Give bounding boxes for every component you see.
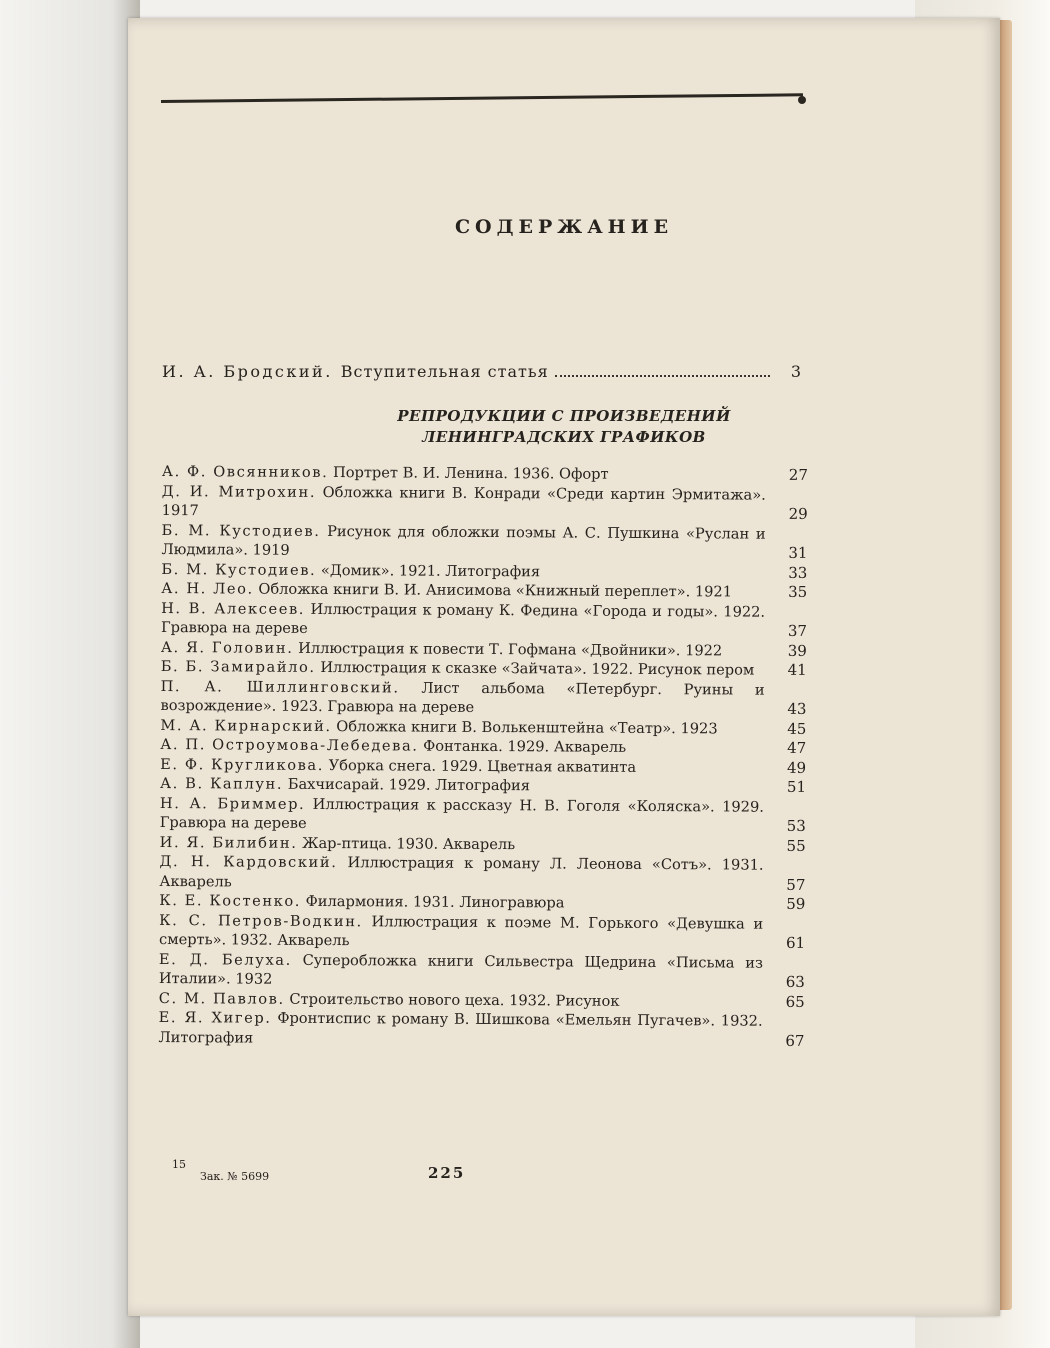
entry-page: 47 xyxy=(787,738,807,757)
entry-author: Д. И. Митрохин. xyxy=(161,482,317,501)
entry-page: 43 xyxy=(787,699,807,718)
intro-entry xyxy=(162,362,802,381)
entry-text: Филармония. 1931. Линогравюра xyxy=(305,892,565,912)
list-item xyxy=(162,481,808,524)
entry-author: Б. М. Кустодиев. xyxy=(161,521,321,540)
page-title: СОДЕРЖАНИЕ xyxy=(454,216,674,238)
entry-page: 57 xyxy=(786,875,806,894)
entry-author: К. С. Петров-Водкин. xyxy=(159,911,363,930)
entry-author: К. Е. Костенко. xyxy=(159,891,302,910)
entry-author: А. Н. Лео. xyxy=(161,579,254,598)
entry-text: Иллюстрация к повести Т. Гофмана «Двойники». 1922 xyxy=(298,639,723,659)
section-heading-line: РЕПРОДУКЦИИ С ПРОИЗВЕДЕНИЙ xyxy=(397,407,731,425)
entry-page: 67 xyxy=(785,1031,805,1050)
entry-page: 37 xyxy=(787,621,808,640)
entry-author: А. В. Каплун. xyxy=(159,774,284,793)
entry-page: 51 xyxy=(786,777,807,796)
entry-page: 45 xyxy=(787,719,807,738)
entry-author: А. Я. Головин. xyxy=(160,638,294,657)
entry-page: 27 xyxy=(788,465,808,484)
entry-author: Н. В. Алексеев. xyxy=(161,599,306,618)
entry-author: Е. Д. Белуха. xyxy=(158,950,292,969)
entry-page: 63 xyxy=(785,972,805,991)
entry-text: Фонтанка. 1929. Акварель xyxy=(423,737,627,756)
entry-text: Иллюстрация к поэме М. Горького «Девушка и смерть». 1932. Акварель xyxy=(159,912,764,950)
entry-text: Портрет В. И. Ленина. 1936. Офорт xyxy=(332,464,609,483)
entry-page: 49 xyxy=(786,758,807,777)
entry-page: 39 xyxy=(787,641,807,660)
entry-author: И. А. Бродский. xyxy=(162,362,333,381)
top-rule-end xyxy=(798,96,806,104)
entry-author: С. М. Павлов. xyxy=(158,989,285,1008)
entry-text: Бахчисарай. 1929. Литография xyxy=(287,775,530,795)
list-item xyxy=(161,598,807,641)
list-item xyxy=(159,852,805,895)
entry-text: Иллюстрация к роману Л. Леонова «Сотъ». 1931. Акварель xyxy=(159,854,764,890)
entry-page: 65 xyxy=(785,992,805,1011)
entry-text: Иллюстрация к сказке «Зайчата». 1922. Рисунок пером xyxy=(320,658,755,679)
entry-author: А. Ф. Овсянников. xyxy=(161,462,329,482)
section-heading-line: ЛЕНИНГРАДСКИХ ГРАФИКОВ xyxy=(422,428,706,446)
list-item xyxy=(161,520,807,563)
entry-author: Б. М. Кустодиев. xyxy=(161,560,317,579)
entry-page: 53 xyxy=(786,816,806,835)
entry-author: Д. Н. Кардовский. xyxy=(159,852,338,872)
entry-page: 33 xyxy=(788,563,808,582)
dot-leader xyxy=(555,375,770,377)
entry-text: Уборка снега. 1929. Цветная акватинта xyxy=(328,756,637,776)
list-item xyxy=(160,676,806,719)
list-item xyxy=(158,1008,804,1051)
entry-text: Суперобложка книги Сильвестра Щедрина «Письма из Италии». 1932 xyxy=(158,951,764,988)
entry-text: Строительство нового цеха. 1932. Рисунок xyxy=(289,990,620,1010)
entry-text: Жар-птица. 1930. Акварель xyxy=(302,834,516,853)
entry-author: П. А. Шиллинговский. xyxy=(160,677,400,696)
entry-author: Е. Я. Хигер. xyxy=(158,1008,272,1027)
contents-list xyxy=(158,462,808,1051)
list-item xyxy=(160,793,806,836)
list-item xyxy=(159,910,805,953)
entry-page: 29 xyxy=(788,504,808,523)
entry-page: 55 xyxy=(786,836,806,855)
page-footer xyxy=(128,1158,1000,1198)
entry-text: Обложка книги В. Волькенштейна «Театр». 1923 xyxy=(336,717,718,737)
entry-page: 41 xyxy=(787,660,807,679)
entry-text: Фронтиспис к роману В. Шишкова «Емельян Пугачев». 1932. Литография xyxy=(158,1009,763,1047)
entry-text: Обложка книги В. Конради «Среди картин Эрмитажа». 1917 xyxy=(161,483,766,520)
entry-author: А. П. Остроумова-Лебедева. xyxy=(160,735,419,755)
print-order-number: Зак. № 5699 xyxy=(200,1170,270,1183)
section-heading xyxy=(128,406,1000,448)
entry-page: 61 xyxy=(785,933,806,952)
entry-text: Рисунок для обложки поэмы А. С. Пушкина «Руслан и Людмила». 1919 xyxy=(161,522,766,559)
entry-text: Лист альбома «Петербург. Руины и возрождение». 1923. Гравюра на дереве xyxy=(160,679,765,716)
left-page-edge xyxy=(0,0,140,1348)
entry-text: Иллюстрация к роману К. Федина «Города и годы». 1922. Гравюра на дереве xyxy=(160,600,766,637)
entry-page: 3 xyxy=(790,362,802,381)
entry-author: М. А. Кирнарский. xyxy=(160,716,332,735)
entry-author: Е. Ф. Кругликова. xyxy=(160,755,325,774)
entry-author: Н. А. Бриммер. xyxy=(159,794,306,813)
contents-page xyxy=(128,18,1000,1316)
entry-page: 35 xyxy=(788,582,808,601)
entry-text: Вступительная статья xyxy=(340,362,549,381)
entry-text: Иллюстрация к рассказу Н. В. Гоголя «Коляска». 1929. Гравюра на дереве xyxy=(159,795,764,832)
signature-mark: 15 xyxy=(172,1158,186,1171)
entry-author: И. Я. Билибин. xyxy=(159,833,298,852)
entry-text: «Домик». 1921. Литография xyxy=(320,561,541,580)
entry-text: Обложка книги В. И. Анисимова «Книжный переплет». 1921 xyxy=(258,580,733,601)
entry-page: 59 xyxy=(786,894,806,913)
list-item xyxy=(159,949,805,992)
entry-page: 31 xyxy=(788,543,808,562)
page-number: 225 xyxy=(428,1164,466,1182)
entry-author: Б. Б. Замирайло. xyxy=(160,657,316,676)
top-rule xyxy=(161,93,803,103)
